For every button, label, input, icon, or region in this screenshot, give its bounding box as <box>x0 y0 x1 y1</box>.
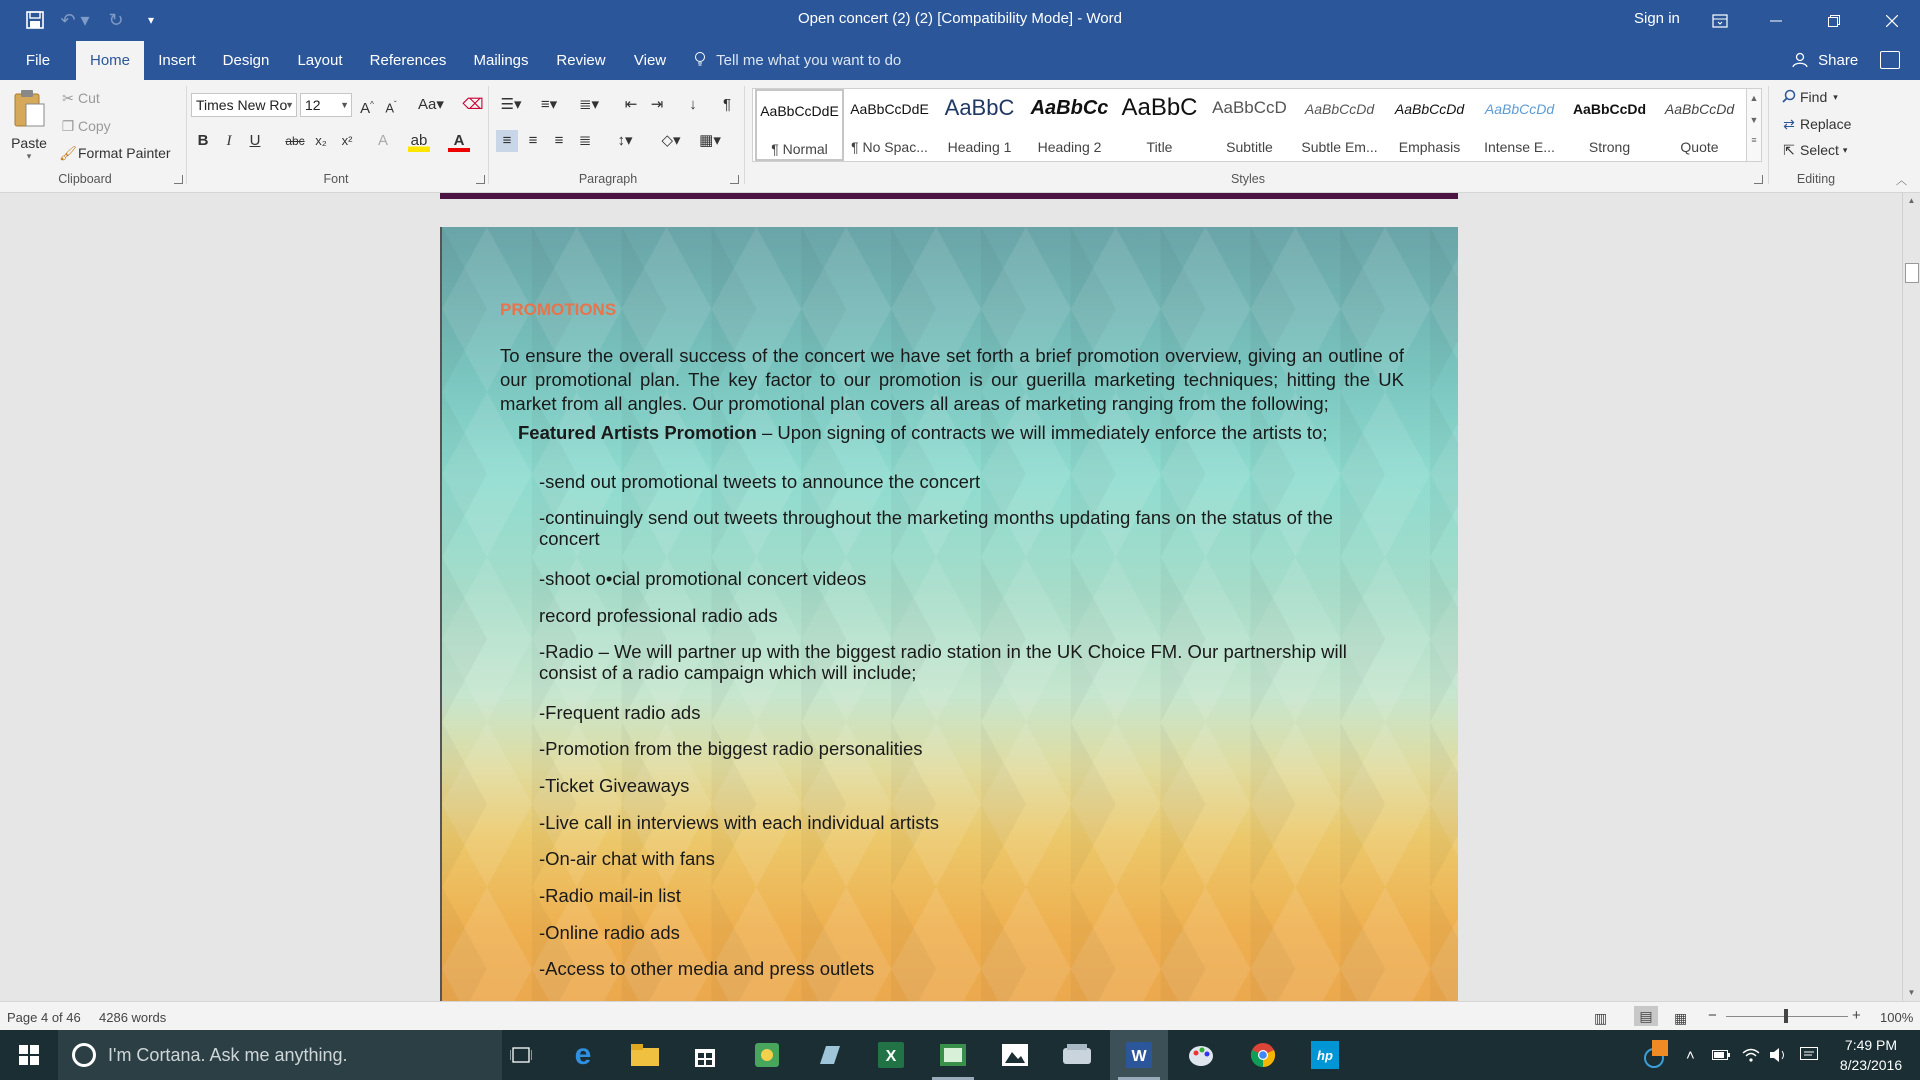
comments-icon[interactable] <box>1880 51 1900 69</box>
style-name: Quote <box>1680 139 1719 155</box>
group-divider <box>744 86 745 184</box>
list-item: -shoot o•cial promotional concert videos <box>539 568 867 589</box>
system-clock[interactable] <box>1826 1035 1916 1075</box>
window-title: Open concert (2) (2) [Compatibility Mode] - Word <box>797 10 1122 27</box>
style-title[interactable] <box>1115 89 1204 161</box>
scroll-up-icon[interactable]: ▲ <box>1907 196 1916 205</box>
word-icon[interactable] <box>1110 1030 1168 1080</box>
clipboard-launcher-icon[interactable] <box>174 175 183 184</box>
underline-icon[interactable]: U <box>249 132 261 149</box>
zoom-slider-thumb[interactable] <box>1784 1009 1788 1023</box>
subscript-icon[interactable]: x₂ <box>315 133 327 148</box>
list-item: -Frequent radio ads <box>539 702 701 723</box>
superscript-icon[interactable]: x² <box>341 133 353 148</box>
paint-icon[interactable] <box>1172 1030 1230 1080</box>
clipboard-icon <box>12 88 46 131</box>
replace-label: Replace <box>1800 116 1852 132</box>
file-explorer-icon[interactable] <box>616 1030 674 1080</box>
font-launcher-icon[interactable] <box>476 175 485 184</box>
list-item: -Promotion from the biggest radio personalities <box>539 738 923 759</box>
chevron-down-icon[interactable]: ▼ <box>1749 115 1759 125</box>
chevron-up-icon[interactable]: ˄ <box>1686 1046 1695 1064</box>
intro-paragraph: To ensure the overall success of the concert we have set forth a brief promotion overview, giving an outline of our promotional plan. The key factor to our promotion is our guerilla marketing techniques; hitting the UK market from all angles. Our promotional plan covers all areas of marketing ranging from the following; <box>500 345 1404 414</box>
style-name: Title <box>1146 139 1173 155</box>
font-name-value: Times New Ro <box>196 97 288 113</box>
svg-text:hp: hp <box>1317 1048 1333 1063</box>
ribbon-home <box>0 80 1920 193</box>
chevron-up-icon[interactable]: ▲ <box>1749 93 1759 103</box>
paragraph-launcher-icon[interactable] <box>730 175 739 184</box>
list-item: -On-air chat with fans <box>539 848 715 869</box>
style-heading-2[interactable] <box>1025 89 1114 161</box>
tab-references[interactable]: References <box>369 52 447 69</box>
clock-date: 8/23/2016 <box>1839 1057 1903 1073</box>
zoom-in-icon[interactable]: + <box>1852 1007 1861 1024</box>
font-size-value: 12 <box>305 97 321 113</box>
taskbar <box>0 1030 1920 1080</box>
align-left-icon[interactable]: ≡ <box>496 130 518 152</box>
svg-text:X: X <box>885 1048 897 1065</box>
select-label: Select <box>1800 142 1839 158</box>
style-preview: AaBbCcDdE <box>760 103 839 119</box>
group-divider <box>1768 86 1769 184</box>
redo-icon[interactable]: ↻ <box>108 9 124 30</box>
style-emphasis[interactable] <box>1385 89 1474 161</box>
style-no-spacing[interactable] <box>845 89 934 161</box>
find-button[interactable]: Find ▾ <box>1778 87 1838 107</box>
replace-button[interactable] <box>1778 114 1851 134</box>
style-name: Heading 2 <box>1037 139 1102 155</box>
copy-label: Copy <box>78 118 111 134</box>
undo-icon[interactable]: ↶ ▾ <box>60 9 90 30</box>
spreadsheet-app-icon[interactable] <box>924 1030 982 1080</box>
excel-icon[interactable] <box>862 1030 920 1080</box>
group-divider <box>186 86 187 184</box>
style-name: Intense E... <box>1484 139 1555 155</box>
chevron-down-icon: ▼ <box>340 100 349 110</box>
list-item: -Access to other media and press outlets <box>539 958 875 979</box>
tab-file[interactable]: File <box>25 52 51 69</box>
game-app-icon[interactable] <box>738 1030 796 1080</box>
increase-indent-icon[interactable]: ⇥ <box>650 96 664 113</box>
font-size-combo[interactable] <box>300 93 352 117</box>
tab-view[interactable]: View <box>633 52 667 69</box>
replace-icon: ⇄ <box>1783 115 1795 132</box>
shading-icon[interactable]: ◇▾ <box>661 132 681 149</box>
print-layout-icon[interactable]: ▤ <box>1634 1006 1658 1026</box>
ribbon-display-options-icon[interactable] <box>1692 0 1748 41</box>
style-preview: AaBbC <box>944 95 1015 120</box>
copy-icon: ❐ <box>61 117 75 134</box>
action-center-icon[interactable] <box>1800 1030 1818 1080</box>
font-group-label: Font <box>323 172 349 186</box>
paintbrush-icon: 🖌 <box>59 144 77 161</box>
word-count[interactable]: 4286 words <box>99 1010 167 1025</box>
clear-formatting-icon[interactable]: ⌫ <box>462 96 484 113</box>
hp-icon[interactable] <box>1296 1030 1354 1080</box>
windows-icon <box>19 1045 39 1065</box>
styles-gallery <box>752 88 1750 162</box>
paragraph-group-label: Paragraph <box>578 172 638 186</box>
scroll-down-icon[interactable]: ▼ <box>1907 988 1916 997</box>
change-case-icon[interactable]: Aa▾ <box>418 96 444 113</box>
justify-icon[interactable]: ≣ <box>578 132 592 149</box>
format-painter-button[interactable] <box>58 143 171 163</box>
style-preview: AaBbCc <box>1030 97 1109 119</box>
minimize-icon[interactable] <box>1748 0 1804 41</box>
ribbon-tab-bar <box>0 41 1920 80</box>
status-bar <box>0 1001 1920 1030</box>
cursor-arrow-icon: ⇱ <box>1783 141 1795 158</box>
edge-icon[interactable]: e <box>574 1038 592 1071</box>
store-icon[interactable] <box>676 1030 734 1080</box>
tab-review[interactable]: Review <box>556 52 606 69</box>
style-name: ¶ Normal <box>771 141 828 157</box>
cut-button[interactable] <box>58 88 100 108</box>
tab-design[interactable]: Design <box>222 52 270 69</box>
format-painter-label: Format Painter <box>78 145 171 161</box>
tab-mailings[interactable]: Mailings <box>473 52 529 69</box>
app-icon[interactable] <box>1048 1030 1106 1080</box>
title-bar <box>0 0 1920 41</box>
list-item: -continuingly send out tweets throughout the marketing months updating fans on the status of the concert <box>539 507 1333 549</box>
notification-app-icon[interactable] <box>1640 1030 1670 1080</box>
volume-icon[interactable] <box>1770 1030 1788 1080</box>
list-item: -Radio – We will partner up with the biggest radio station in the UK Choice FM. Our partnership will consist of a radio campaign which will include; <box>539 641 1347 683</box>
tab-layout[interactable]: Layout <box>297 52 343 69</box>
find-label: Find <box>1800 89 1828 105</box>
numbering-icon[interactable]: ≡▾ <box>540 96 558 113</box>
person-icon <box>1792 52 1812 69</box>
read-mode-icon[interactable]: ▥ <box>1594 1010 1608 1026</box>
italic-icon[interactable]: I <box>226 133 232 149</box>
cortana-placeholder: I'm Cortana. Ask me anything. <box>108 1045 348 1065</box>
style-subtle-emphasis[interactable] <box>1295 89 1384 161</box>
style-preview: AaBbCcDd <box>1394 101 1465 117</box>
highlight-icon[interactable]: ab <box>408 130 430 152</box>
style-strong[interactable] <box>1565 89 1654 161</box>
battery-icon[interactable] <box>1712 1030 1730 1080</box>
list-item: -Ticket Giveaways <box>539 775 690 796</box>
style-name: Subtitle <box>1226 139 1273 155</box>
borders-icon[interactable]: ▦▾ <box>699 132 721 149</box>
group-divider <box>488 86 489 184</box>
style-normal[interactable] <box>755 89 844 161</box>
svg-text:W: W <box>1131 1048 1147 1065</box>
style-preview: AaBbCcD <box>1212 98 1287 117</box>
cut-label: Cut <box>78 90 100 106</box>
scissors-icon: ✂ <box>62 89 74 106</box>
style-heading-1[interactable] <box>935 89 1024 161</box>
style-intense-emphasis[interactable] <box>1475 89 1564 161</box>
style-subtitle[interactable] <box>1205 89 1294 161</box>
vertical-scrollbar[interactable] <box>1902 193 1920 1001</box>
chevron-down-icon: ▼ <box>285 100 294 110</box>
style-name: Heading 1 <box>947 139 1012 155</box>
paste-button[interactable]: Paste ▾ <box>8 88 50 164</box>
line-spacing-icon[interactable]: ↕▾ <box>617 132 633 149</box>
save-icon[interactable] <box>22 8 48 32</box>
list-item: record professional radio ads <box>539 605 778 626</box>
page-count[interactable]: Page 4 of 46 <box>7 1010 81 1025</box>
share-button[interactable] <box>1792 41 1858 80</box>
style-preview: AaBbCcDd <box>1484 101 1555 117</box>
zoom-out-icon[interactable]: − <box>1708 1007 1717 1024</box>
style-name: Emphasis <box>1398 139 1461 155</box>
lightbulb-icon <box>694 52 710 69</box>
tell-me-label: Tell me what you want to do <box>716 52 902 69</box>
show-formatting-marks-icon[interactable]: ¶ <box>722 96 732 113</box>
bullets-icon[interactable]: ☰▾ <box>500 96 522 113</box>
clipboard-group-label: Clipboard <box>58 172 112 186</box>
list-item: -Online radio ads <box>539 922 680 943</box>
start-button[interactable] <box>0 1030 58 1080</box>
featured-title: Featured Artists Promotion <box>518 422 757 443</box>
style-preview: AaBbCcDd <box>1304 101 1375 117</box>
collapse-ribbon-icon[interactable]: ︿ <box>1896 175 1907 187</box>
photos-icon[interactable] <box>986 1030 1044 1080</box>
paste-label: Paste <box>11 135 47 151</box>
copy-button[interactable] <box>58 116 111 136</box>
sign-in-link[interactable]: Sign in <box>1634 10 1680 27</box>
list-item: -Live call in interviews with each individual artists <box>539 812 939 833</box>
clock-time: 7:49 PM <box>1844 1037 1898 1053</box>
chrome-icon[interactable] <box>1234 1030 1292 1080</box>
grow-font-icon[interactable]: A^ <box>360 100 374 117</box>
styles-launcher-icon[interactable] <box>1754 175 1763 184</box>
list-item: -Radio mail-in list <box>539 885 681 906</box>
search-icon <box>1778 89 1800 106</box>
cortana-search[interactable] <box>58 1030 502 1080</box>
featured-text: – Upon signing of contracts we will immediately enforce the artists to; <box>756 422 1328 443</box>
multilevel-list-icon[interactable]: ≣▾ <box>578 96 600 113</box>
font-color-icon[interactable]: A <box>448 130 470 152</box>
task-view-icon[interactable] <box>492 1030 550 1080</box>
previous-page-bottom <box>440 193 1458 199</box>
document-area <box>0 193 1902 1001</box>
editing-group-label: Editing <box>1796 172 1836 186</box>
shrink-font-icon[interactable]: $A^ˇ$ <box>385 100 397 116</box>
styles-group-label: Styles <box>1230 172 1266 186</box>
style-preview: AaBbC <box>1121 94 1198 121</box>
scroll-thumb[interactable] <box>1905 263 1919 283</box>
text-effects-icon[interactable]: A <box>377 132 388 149</box>
style-name: ¶ No Spac... <box>851 139 928 155</box>
tell-me-search[interactable] <box>694 41 901 80</box>
wifi-icon[interactable] <box>1742 1030 1760 1080</box>
close-icon[interactable] <box>1864 0 1920 41</box>
decrease-indent-icon[interactable]: ⇤ <box>624 96 638 113</box>
decorative-band <box>440 193 1458 199</box>
style-preview: AaBbCcDd <box>1572 101 1647 117</box>
style-preview: AaBbCcDdE <box>850 101 929 117</box>
section-heading: PROMOTIONS <box>500 300 617 319</box>
font-name-combo[interactable] <box>191 93 297 117</box>
customize-quick-access-icon[interactable]: ▾ <box>147 13 155 27</box>
sort-icon[interactable]: ↓ <box>689 96 697 113</box>
more-styles-icon[interactable]: ≡ <box>1751 135 1757 145</box>
list-item: -send out promotional tweets to announce the concert <box>539 471 981 492</box>
style-quote[interactable] <box>1655 89 1744 161</box>
share-label: Share <box>1818 52 1859 69</box>
align-center-icon[interactable]: ≡ <box>528 132 538 149</box>
tab-insert[interactable]: Insert <box>158 52 196 69</box>
featured-paragraph <box>518 421 1398 445</box>
select-button[interactable]: ⇱ Select ▾ <box>1778 140 1847 160</box>
page-content <box>442 227 1458 1001</box>
tab-home[interactable]: Home <box>76 41 144 80</box>
style-name: Subtle Em... <box>1301 139 1378 155</box>
restore-icon[interactable] <box>1806 0 1862 41</box>
bold-icon[interactable]: B <box>197 132 209 149</box>
styles-gallery-scroll[interactable] <box>1746 88 1762 162</box>
style-name: Strong <box>1588 139 1631 155</box>
app-icon[interactable] <box>800 1030 858 1080</box>
align-right-icon[interactable]: ≡ <box>554 132 564 149</box>
zoom-level[interactable]: 100% <box>1880 1010 1914 1025</box>
strikethrough-icon[interactable]: abc <box>285 134 305 148</box>
document-page[interactable] <box>440 227 1458 1001</box>
web-layout-icon[interactable]: ▦ <box>1674 1010 1688 1026</box>
cortana-icon <box>72 1043 96 1067</box>
style-preview: AaBbCcDd <box>1664 101 1735 117</box>
